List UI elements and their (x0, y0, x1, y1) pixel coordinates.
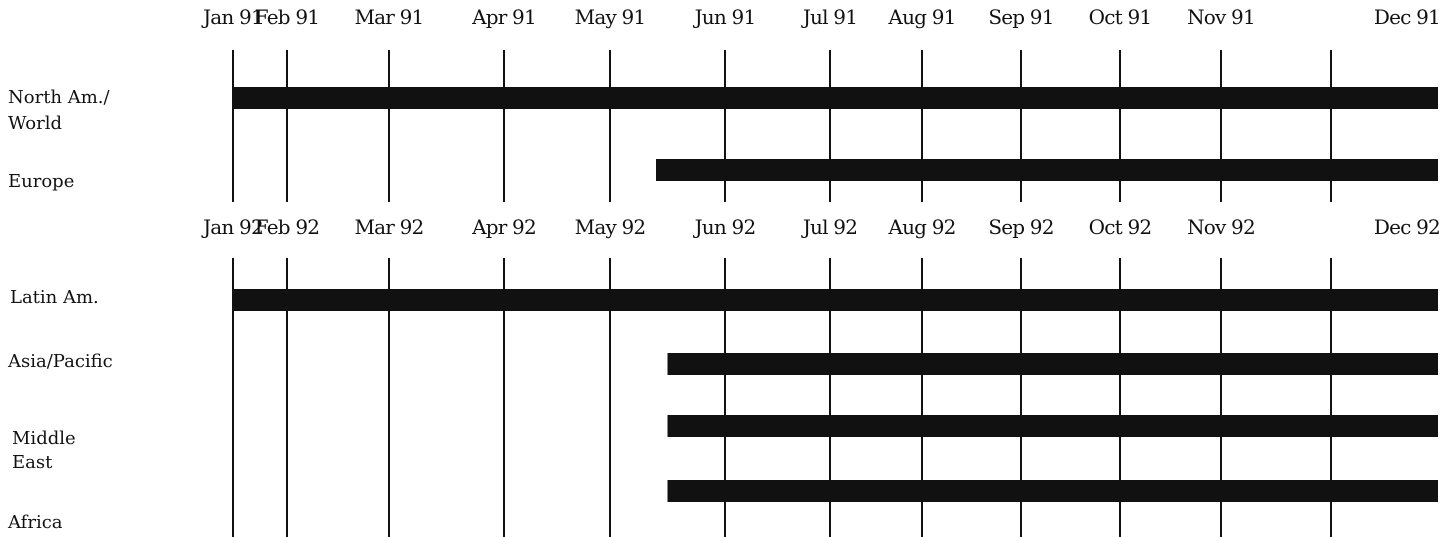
month-label: Apr 92 (472, 215, 536, 239)
region-label: Europe (8, 171, 75, 192)
region-label: Latin Am. (10, 287, 99, 308)
region-label: Middle (12, 428, 76, 449)
timeline-bar (233, 87, 1438, 109)
timeline-bar (233, 289, 1438, 311)
timeline-bar (668, 353, 1439, 375)
month-label: Jun 92 (694, 215, 756, 239)
region-label: North Am./ (8, 87, 110, 108)
region-label: Africa (8, 512, 63, 533)
month-label: Sep 92 (988, 215, 1054, 239)
month-label: Dec 92 (1373, 215, 1440, 239)
month-label: Jun 91 (694, 5, 756, 29)
month-label: Feb 91 (254, 5, 320, 29)
month-label: Dec 91 (1373, 5, 1440, 29)
timeline-panel-1991 (8, 5, 1440, 202)
month-label: Apr 91 (472, 5, 536, 29)
month-label: Aug 92 (888, 215, 956, 239)
timeline-panel-1992 (7, 215, 1440, 537)
month-label: Mar 91 (354, 5, 424, 29)
timeline-bar (668, 415, 1439, 437)
month-label: Oct 91 (1088, 5, 1152, 29)
month-label: Oct 92 (1088, 215, 1152, 239)
region-label: World (8, 113, 62, 134)
month-label: Jul 92 (802, 215, 858, 239)
region-label: Asia/Pacific (8, 351, 113, 372)
month-label: Jul 91 (802, 5, 858, 29)
month-label: Mar 92 (354, 215, 424, 239)
month-label: May 91 (574, 5, 646, 29)
month-label: Nov 91 (1187, 5, 1255, 29)
month-label: Sep 91 (988, 5, 1054, 29)
timeline-bar (656, 159, 1438, 181)
region-label: East (12, 452, 53, 473)
month-label: Feb 92 (254, 215, 320, 239)
month-label: Nov 92 (1187, 215, 1255, 239)
month-label: May 92 (574, 215, 646, 239)
month-label: Jan 91 (203, 5, 263, 29)
timeline-bar (668, 480, 1439, 502)
month-label: Aug 91 (888, 5, 956, 29)
month-label: Jan 92 (203, 215, 263, 239)
